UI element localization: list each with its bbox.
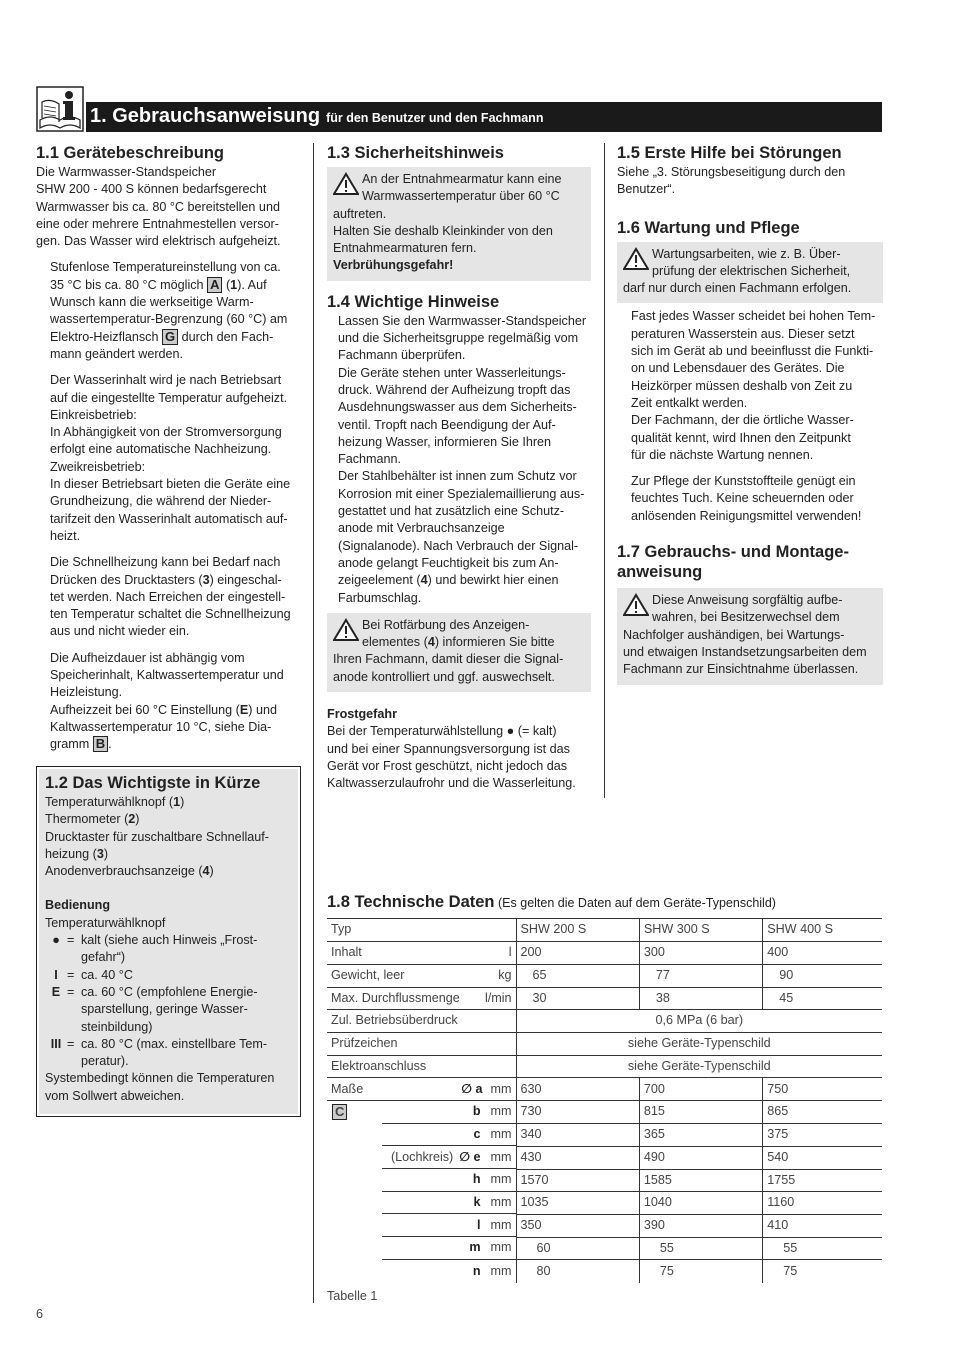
figure-ref-g: G <box>162 329 178 345</box>
column-2 <box>327 143 591 793</box>
s12-footer: Systembedingt können die Temperaturen vom Sollwert abweichen. <box>45 1071 275 1103</box>
column-3 <box>617 143 883 685</box>
section-1-3-title: 1.3 Sicherheitshinweis <box>327 144 504 162</box>
section-1-6-title: 1.6 Wartung und Pflege <box>617 218 800 237</box>
table-row: c mm 340 365 375 <box>327 1124 882 1147</box>
zweikreis-label: Zweikreisbetrieb: <box>50 459 146 474</box>
summary-box <box>36 766 301 1117</box>
s16-p2: Zur Pflege der Kunststoffteile genügt ein feuchtes Tuch. Keine scheuernden oder anlösenden Reinigungsmittel verwenden! <box>631 474 862 523</box>
section-1-4-title: 1.4 Wichtige Hinweise <box>327 292 500 311</box>
figure-ref-a: A <box>207 277 222 293</box>
safety-warning-box: An der Entnahmearmatur kann eine Warmwassertemperatur über 60 °C auftreten. Halten Sie deshalb Kleinkinder von den Entnahmearmaturen fern. Verbrühungsgefahr! <box>327 167 591 281</box>
table-row: Inhalt l 200 300 400 <box>327 942 882 965</box>
frost-heading: Frostgefahr <box>327 707 397 722</box>
maintenance-warning-box: Wartungsarbeiten, wie z. B. Über- prüfung der elektrischen Sicherheit, darf nur durch einen Fachmann erfolgen. <box>617 242 883 304</box>
book-info-icon <box>36 86 84 132</box>
s14-p1: Lassen Sie den Warmwasser-Standspeicher und die Sicherheitsgruppe regelmäßig vom Fachmann überprüfen. Die Geräte stehen unter Wasserleitungs- druck. Während der Aufheizung tropft das Ausdehnungswasser aus dem Sicherheits- ventil. Tropft nach Beendigung der Auf- heizung Wasser, informieren Sie Ihren Fachmann. Der Stahlbehälter ist innen zum Schutz vor Korrosion mit einer Spezialemaillierung aus- gestattet und hat zusätzlich eine Schutz- anode mit Verbrauchsanzeige (Signalanode). Nach Verbrauch der Signal- anode gelangt Feuchtigkeit bis zum An- zeigeelement (4) und bewirkt hier einen Farbumschlag. <box>338 313 587 605</box>
s11-p4: Die Schnellheizung kann bei Bedarf nach Drücken des Drucktasters (3) eingeschal- tet werden. Nach Erreichen der eingestell- ten Temperatur schaltet die Schnellheizung aus und nicht wieder ein. <box>50 555 291 639</box>
table-row: Prüfzeichen siehe Geräte-Typenschild <box>327 1032 882 1055</box>
table-row: (Lochkreis) ∅ e mm 430 490 540 <box>327 1146 882 1169</box>
section-1-7-title: 1.7 Gebrauchs- und Montage- anweisung <box>617 543 849 582</box>
page-title: 1. Gebrauchsanweisung <box>90 105 321 128</box>
section-1-2-title: 1.2 Das Wichtigste in Kürze <box>45 774 261 792</box>
s11-p2: Stufenlose Temperatureinstellung von ca. 35 °C bis ca. 80 °C möglich A (1). Auf Wunsch kann die werkseitige Warm- wassertemperatur-Begrenzung (60 °C) am Elektro-Heizflansch G durch den Fach- mann geändert werden. <box>50 260 288 361</box>
page-subtitle: für den Benutzer und den Fachmann <box>326 111 544 126</box>
table-row: Elektroanschluss siehe Geräte-Typenschild <box>327 1055 882 1078</box>
table-row: Max. Durchflussmenge l/min 30 38 45 <box>327 987 882 1010</box>
s11-p5: Die Aufheizdauer ist abhängig vom Speicherinhalt, Kaltwassertemperatur und Heizleistung. Aufheizzeit bei 60 °C Einstellung (E) und Kaltwassertemperatur 10 °C, siehe Dia- gramm B . <box>50 650 284 752</box>
table-header-row: Typ SHW 200 S SHW 300 S SHW 400 S <box>327 919 882 942</box>
section-1-8-title: 1.8 Technische Daten (Es gelten die Daten auf dem Geräte-Typenschild) <box>327 893 776 911</box>
table-row: k mm 1035 1040 1160 <box>327 1192 882 1215</box>
figure-ref-c: C <box>332 1104 347 1120</box>
section-1-5-title: 1.5 Erste Hilfe bei Störungen <box>617 144 842 162</box>
anode-warning-box: Bei Rotfärbung des Anzeigen- elementes (4) informieren Sie bitte Ihren Fachmann, damit dieser die Signal- anode kontrolliert und ggf. auswechselt. <box>327 613 591 692</box>
section-1-1-title: 1.1 Gerätebeschreibung <box>36 144 224 162</box>
table-row: l mm 350 390 410 <box>327 1214 882 1237</box>
column-divider-1 <box>313 143 314 1303</box>
s16-p1: Fast jedes Wasser scheidet bei hohen Tem- peraturen Wasserstein aus. Dieser setzt sich im Gerät ab und beeinflusst die Funkti- on und Lebensdauer des Gerätes. Die Heizkörper müssen deshalb von Zeit zu Zeit entkalkt werden. Der Fachmann, der die örtliche Wasser- qualität kennt, wird Ihnen den Zeitpunkt für die nächste Wartung nennen. <box>631 309 876 462</box>
warning-icon <box>333 618 359 642</box>
frost-text: Bei der Temperaturwählstellung ● (= kalt) und bei einer Spannungsversorgung ist das Gerät vor Frost geschützt, nicht jedoch das Kaltwasserzulaufrohr und die Wasserleitung. <box>327 724 576 791</box>
table-row: Zul. Betriebsüberdruck 0,6 MPa (6 bar) <box>327 1010 882 1033</box>
temperature-settings-list: ● = kalt (siehe auch Hinweis „Frost- gefahr“) I = ca. 40 °C E = ca. 60 °C (empfohlene Energie- sparstellung, geringe Wasser- steinbildung) III = ca. 80 °C (max. einstellbare Tem- peratur). <box>50 933 268 1069</box>
table-row: Maße mm ∅ a 630 700 750 <box>327 1078 882 1101</box>
warning-icon <box>623 247 649 271</box>
page-number: 6 <box>36 1307 44 1321</box>
knopf-label: Temperaturwählknopf <box>45 915 166 930</box>
column-divider-2 <box>604 143 605 798</box>
table-row: C b mm 730 815 865 <box>327 1101 882 1124</box>
s12-items: Temperaturwählknopf (1) Thermometer (2) Drucktaster für zuschaltbare Schnellauf- heizung (3) Anodenverbrauchsanzeige (4) <box>45 795 269 879</box>
manual-warning-box: Diese Anweisung sorgfältig aufbe- wahren, bei Besitzerwechsel dem Nachfolger aushändigen, bei Wartungs- und etwaigen Instandsetzungsarbeiten dem Fachmann zur Einsichtnahme überlassen. <box>617 588 883 684</box>
table-row: n mm 80 75 75 <box>327 1260 882 1283</box>
figure-ref-b: B <box>93 736 108 752</box>
s11-p3: Der Wasserinhalt wird je nach Betriebsart auf die eingestellte Temperatur aufgeheizt. Einkreisbetrieb: In Abhängigkeit von der Stromversorgung erfolgt eine automatische Nachheizung. Zweikreisbetrieb: In dieser Betriebsart bieten die Geräte eine Grundheizung, die während der Nieder- tarifzeit den Wasserinhalt automatisch auf- heizt. <box>50 373 291 543</box>
bedienung-heading: Bedienung <box>45 898 111 913</box>
header-bar <box>86 102 882 132</box>
column-1 <box>36 143 302 754</box>
technical-data-table <box>327 919 882 1283</box>
table-caption: Tabelle 1 <box>327 1289 378 1303</box>
warning-icon <box>623 593 649 617</box>
s11-p1: Die Warmwasser-Standspeicher SHW 200 - 400 S können bedarfsgerecht Warmwasser bis ca. 80 °C bereitstellen und eine oder mehrere Entnahmestellen versor- gen. Das Wasser wird elektrisch aufgeheizt. <box>36 165 281 249</box>
warning-icon <box>333 172 359 196</box>
s15-text: Siehe „3. Störungsbeseitigung durch den Benutzer“. <box>617 165 846 197</box>
table-row: Gewicht, leer kg 65 77 90 <box>327 964 882 987</box>
table-row: h mm 1570 1585 1755 <box>327 1169 882 1192</box>
table-row: m mm 60 55 55 <box>327 1237 882 1260</box>
einkreis-label: Einkreisbetrieb: <box>50 407 137 422</box>
